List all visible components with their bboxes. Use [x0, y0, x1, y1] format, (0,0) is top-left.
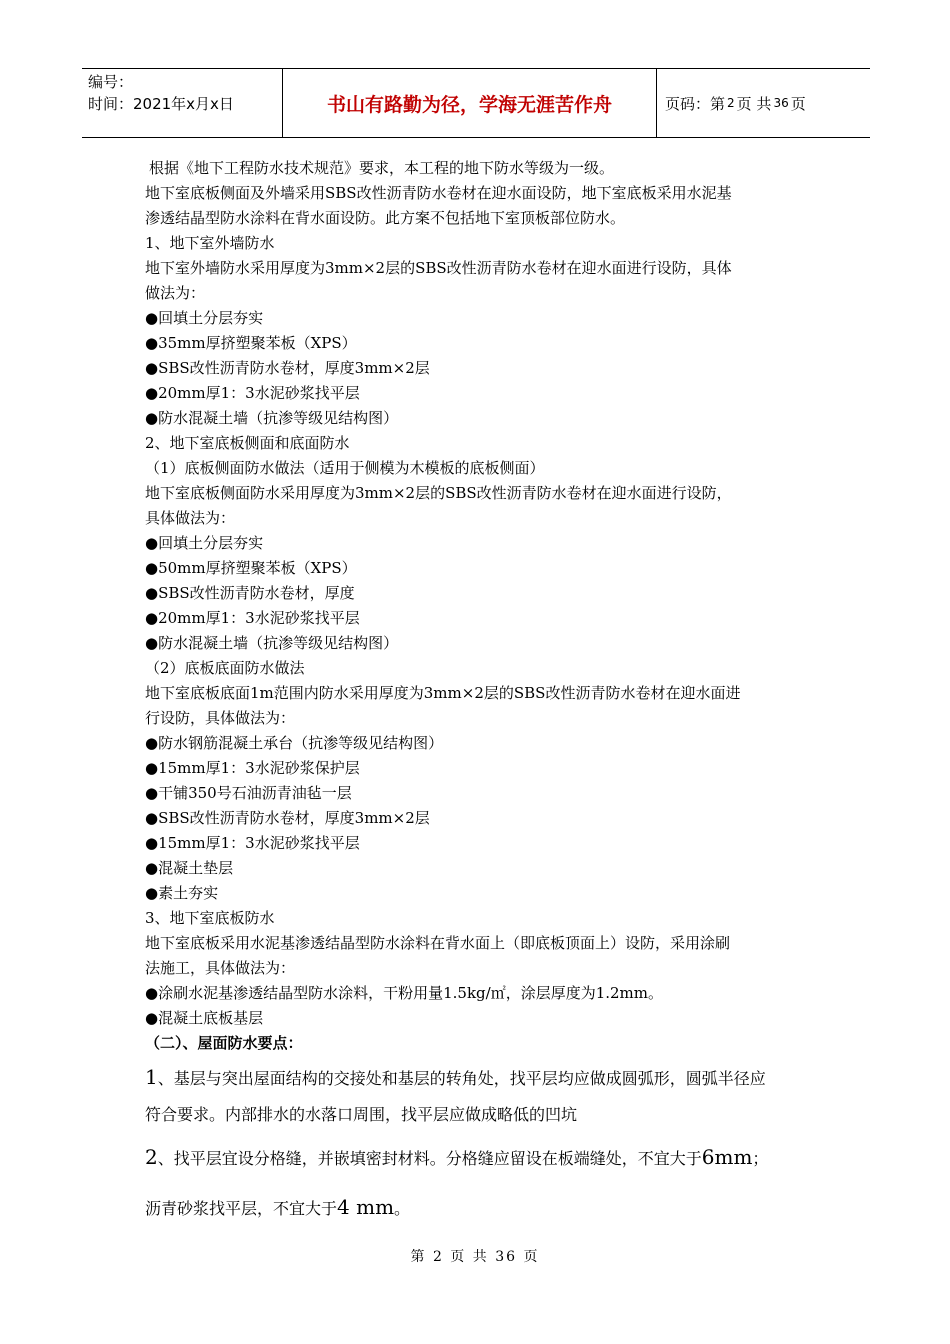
section-heading: 1、地下室外墙防水: [145, 234, 275, 252]
header-page-info: [657, 69, 870, 137]
bullet-item: ●50mm厚挤塑聚苯板（XPS）: [145, 559, 357, 577]
body-line: 根据《地下工程防水技术规范》要求，本工程的地下防水等级为一级。: [149, 159, 615, 177]
body-line: 地下室底板底面1m范围内防水采用厚度为3mm×2层的SBS改性沥青防水卷材在迎水面进: [145, 684, 741, 702]
bullet-item: ●防水混凝土墙（抗渗等级见结构图）: [145, 634, 399, 652]
bullet-item: ●SBS改性沥青防水卷材，厚度3mm×2层: [145, 809, 430, 827]
roof-point-1-text: 、基层与突出屋面结构的交接处和基层的转角处，找平层均应做成圆弧形，圆弧半径应: [157, 1069, 766, 1088]
bullet-item: ●SBS改性沥青防水卷材，厚度3mm×2层: [145, 359, 430, 377]
page-mid: 页 共: [736, 94, 772, 113]
section-heading: 2、地下室底板侧面和底面防水: [145, 434, 350, 452]
bullet-item: ●涂刷水泥基渗透结晶型防水涂料，干粉用量1.5kg/㎡，涂层厚度为1.2mm。: [145, 984, 663, 1002]
document-number-label: 编号：: [88, 73, 134, 91]
body-line: 行设防，具体做法为：: [145, 709, 296, 727]
header-motto: 书山有路勤为径，学海无涯苦作舟: [282, 69, 657, 137]
bullet-item: ●回填土分层夯实: [145, 534, 264, 552]
body-line: 具体做法为：: [145, 509, 236, 527]
roof-point-2-cont-text: 沥青砂浆找平层，不宜大于: [145, 1199, 338, 1218]
bullet-item: ●20mm厚1：3水泥砂浆找平层: [145, 384, 360, 402]
page-prefix: 页码：第: [665, 94, 726, 113]
roof-point-2: [145, 1132, 810, 1182]
roof-point-1-number: 1: [145, 1065, 158, 1089]
bullet-item: ●防水混凝土墙（抗渗等级见结构图）: [145, 409, 399, 427]
document-body: [145, 156, 810, 1232]
page-header: [82, 68, 870, 138]
roof-point-2-text: 、找平层宜设分格缝，并嵌填密封材料。分格缝应留设在板端缝处，不宜大于: [157, 1149, 702, 1168]
bullet-item: ●15mm厚1：3水泥砂浆找平层: [145, 834, 360, 852]
subsection-heading: （1）底板侧面防水做法（适用于侧模为木模板的底板侧面）: [145, 459, 545, 477]
bullet-item: ●15mm厚1：3水泥砂浆保护层: [145, 759, 360, 777]
bullet-item: ●混凝土底板基层: [145, 1009, 264, 1027]
section-heading: 3、地下室底板防水: [145, 909, 275, 927]
body-line: 地下室外墙防水采用厚度为3mm×2层的SBS改性沥青防水卷材在迎水面进行设防，具体: [145, 259, 732, 277]
body-line: 渗透结晶型防水涂料在背水面设防。此方案不包括地下室顶板部位防水。: [145, 209, 626, 227]
body-line: 做法为：: [145, 284, 206, 302]
document-date: 时间：2021年x月x日: [88, 95, 234, 113]
bullet-item: ●素土夯实: [145, 884, 219, 902]
bullet-item: ●回填土分层夯实: [145, 309, 264, 327]
roof-point-1-cont: 符合要求。内部排水的水落口周围，找平层应做成略低的凹坑: [145, 1105, 578, 1124]
subsection-heading: （2）底板底面防水做法: [145, 659, 305, 677]
body-line: 地下室底板侧面及外墙采用SBS改性沥青防水卷材在迎水面设防，地下室底板采用水泥基: [145, 184, 732, 202]
page-suffix: 页: [790, 94, 806, 113]
bullet-item: ●干铺350号石油沥青油毡一层: [145, 784, 352, 802]
bullet-item: ●20mm厚1：3水泥砂浆找平层: [145, 609, 360, 627]
roof-point-2-cont: [145, 1182, 810, 1232]
bullet-item: ●35mm厚挤塑聚苯板（XPS）: [145, 334, 357, 352]
page-number: 2: [727, 96, 735, 110]
body-line: 地下室底板侧面防水采用厚度为3mm×2层的SBS改性沥青防水卷材在迎水面进行设防，: [145, 484, 732, 502]
header-meta: [82, 69, 282, 137]
bullet-item: ●SBS改性沥青防水卷材，厚度: [145, 584, 355, 602]
page-total: 36: [773, 96, 789, 110]
roof-point-2-value: 6mm: [701, 1145, 753, 1169]
bullet-item: ●防水钢筋混凝土承台（抗渗等级见结构图）: [145, 734, 444, 752]
roof-point-2-cont-value: 4 mm: [337, 1195, 395, 1219]
roof-point-2-number: 2: [145, 1145, 158, 1169]
body-line: 地下室底板采用水泥基渗透结晶型防水涂料在背水面上（即底板顶面上）设防，采用涂刷: [145, 934, 731, 952]
bullet-item: ●混凝土垫层: [145, 859, 234, 877]
roof-point-2-cont-end: 。: [394, 1199, 411, 1218]
body-line: 法施工，具体做法为：: [145, 959, 296, 977]
roof-point-2-end: ；: [752, 1149, 769, 1168]
page-footer: 第 2 页 共 36 页: [410, 1249, 540, 1265]
section-heading-bold: （二）、屋面防水要点：: [145, 1034, 303, 1052]
roof-point-1: [145, 1056, 810, 1098]
